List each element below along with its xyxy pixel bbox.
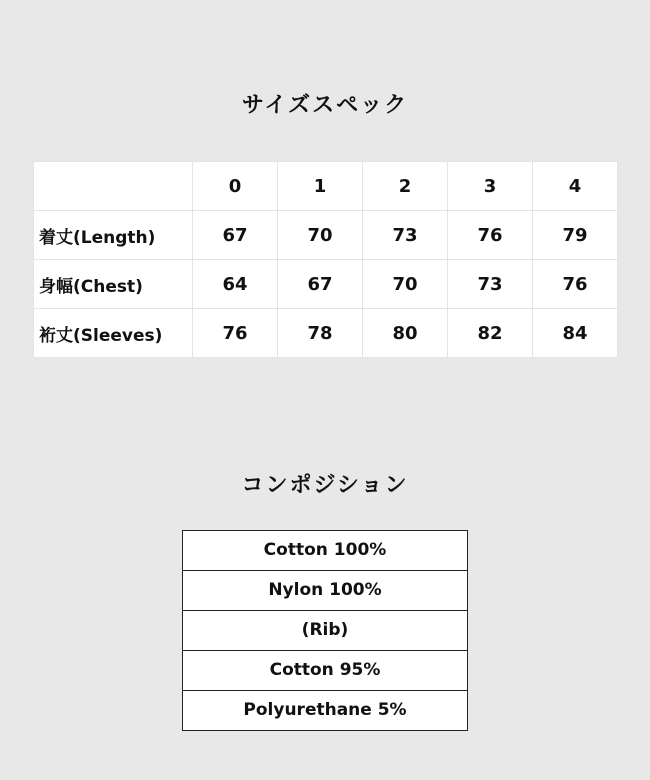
value-cell: 73 <box>363 211 448 260</box>
row-label-chest: 身幅(Chest) <box>34 260 193 309</box>
size-header-cell: 2 <box>363 162 448 211</box>
size-header-cell: 3 <box>448 162 533 211</box>
value-cell: 76 <box>533 260 618 309</box>
value-cell: 73 <box>448 260 533 309</box>
row-label-sleeves: 裄丈(Sleeves) <box>34 309 193 358</box>
value-cell: 67 <box>278 260 363 309</box>
value-cell: 76 <box>448 211 533 260</box>
size-spec-title: サイズスペック <box>241 93 409 118</box>
corner-cell <box>34 162 193 211</box>
size-header-cell: 1 <box>278 162 363 211</box>
value-cell: 78 <box>278 309 363 358</box>
value-cell: 76 <box>193 309 278 358</box>
value-cell: 79 <box>533 211 618 260</box>
size-header-cell: 0 <box>193 162 278 211</box>
table-row <box>34 260 618 309</box>
value-cell: 80 <box>363 309 448 358</box>
value-cell: 70 <box>363 260 448 309</box>
composition-item: Polyurethane 5% <box>183 690 467 730</box>
value-cell: 84 <box>533 309 618 358</box>
size-header-row <box>34 162 618 211</box>
composition-item: Cotton 100% <box>263 540 387 560</box>
composition-list <box>182 530 468 731</box>
row-label-length: 着丈(Length) <box>34 211 193 260</box>
value-cell: 70 <box>278 211 363 260</box>
table-row <box>34 211 618 260</box>
composition-item: (Rib) <box>183 610 467 650</box>
composition-title: コンポジション <box>241 473 409 498</box>
size-header-cell: 4 <box>533 162 618 211</box>
size-spec-table <box>33 161 618 358</box>
table-row <box>34 309 618 358</box>
value-cell: 67 <box>193 211 278 260</box>
composition-item: Nylon 100% <box>183 570 467 610</box>
value-cell: 82 <box>448 309 533 358</box>
value-cell: 64 <box>193 260 278 309</box>
composition-item: Cotton 95% <box>183 650 467 690</box>
